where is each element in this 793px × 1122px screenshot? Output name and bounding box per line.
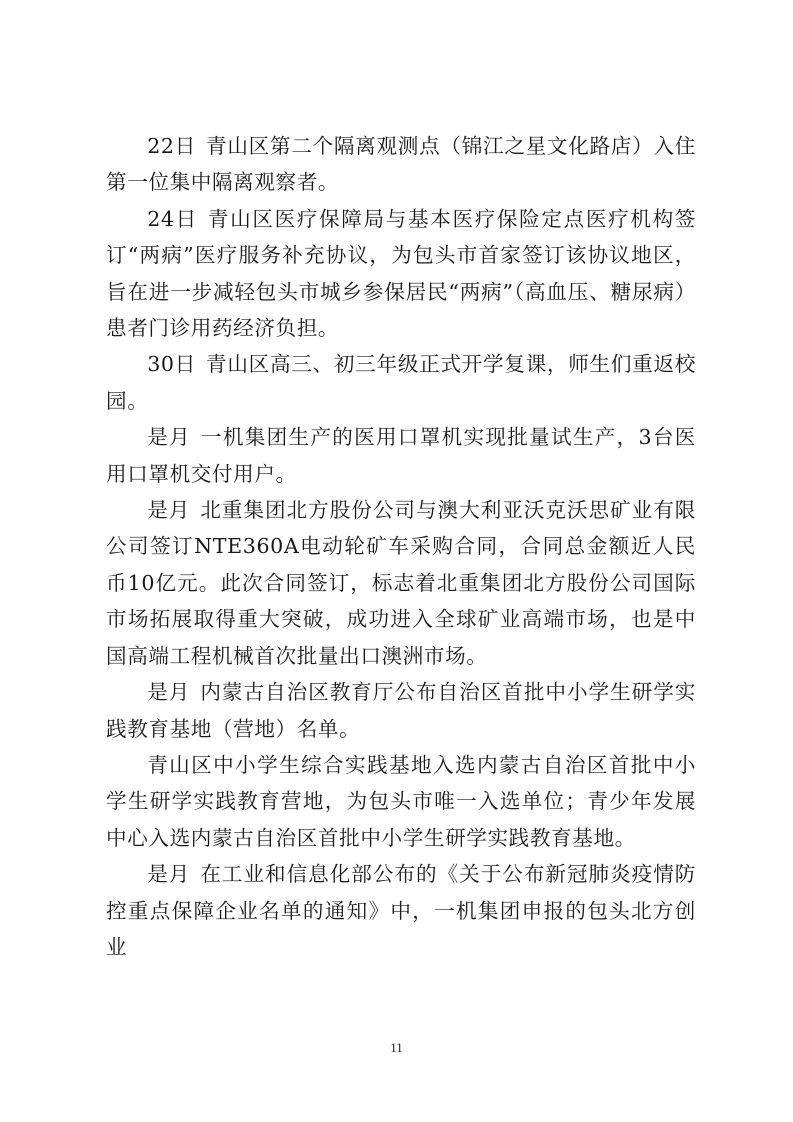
entry-date: 是月	[147, 425, 191, 450]
entry-text: 在工业和信息化部公布的《关于公布新冠肺炎疫情防控重点保障企业名单的通知》中，一机集团申报的包头北方创业	[106, 862, 696, 959]
entry-date: 30日	[147, 352, 197, 377]
entry-date: 22日	[147, 134, 197, 158]
entry-text: 一机集团生产的医用口罩机实现批量试生产，3台医用口罩机交付用户。	[106, 425, 696, 486]
document-body	[106, 128, 696, 965]
entry-paragraph	[106, 747, 696, 856]
entry-date: 是月	[147, 680, 191, 705]
entry-text: 青山区高三、初三年级正式开学复课，师生们重返校园。	[106, 352, 696, 413]
entry-date: 24日	[147, 206, 198, 231]
entry-text: 北重集团北方股份公司与澳大利亚沃克沃思矿业有限公司签订NTE360A电动轮矿车采购合同，合同总金额近人民币10亿元。此次合同签订，标志着北重集团北方股份公司国际市场拓展取得重大突破，成功进入全球矿业高端市场，也是中国高端工程机械首次批量出口澳洲市场。	[106, 498, 696, 668]
entry-paragraph	[106, 674, 696, 747]
entry-paragraph	[106, 856, 696, 965]
entry-paragraph	[106, 201, 696, 347]
entry-text: 内蒙古自治区教育厅公布自治区首批中小学生研学实践教育基地（营地）名单。	[106, 680, 696, 741]
entry-paragraph	[106, 419, 696, 492]
entry-text: 青山区中小学生综合实践基地入选内蒙古自治区首批中小学生研学实践教育营地，为包头市唯一入选单位；青少年发展中心入选内蒙古自治区首批中小学生研学实践教育基地。	[106, 752, 696, 850]
entry-text: 青山区第二个隔离观测点（锦江之星文化路店）入住第一位集中隔离观察者。	[106, 134, 696, 195]
entry-date: 是月	[147, 498, 191, 523]
entry-text: 青山区医疗保障局与基本医疗保险定点医疗机构签订“两病”医疗服务补充协议，为包头市首家签订该协议地区，旨在进一步减轻包头市城乡参保居民“两病”（高血压、糖尿病）患者门诊用药经济负担。	[106, 206, 696, 341]
entry-date: 是月	[147, 862, 191, 887]
entry-paragraph	[106, 492, 696, 674]
entry-paragraph	[106, 128, 696, 201]
page-number: 11	[390, 1040, 403, 1055]
entry-paragraph	[106, 346, 696, 419]
